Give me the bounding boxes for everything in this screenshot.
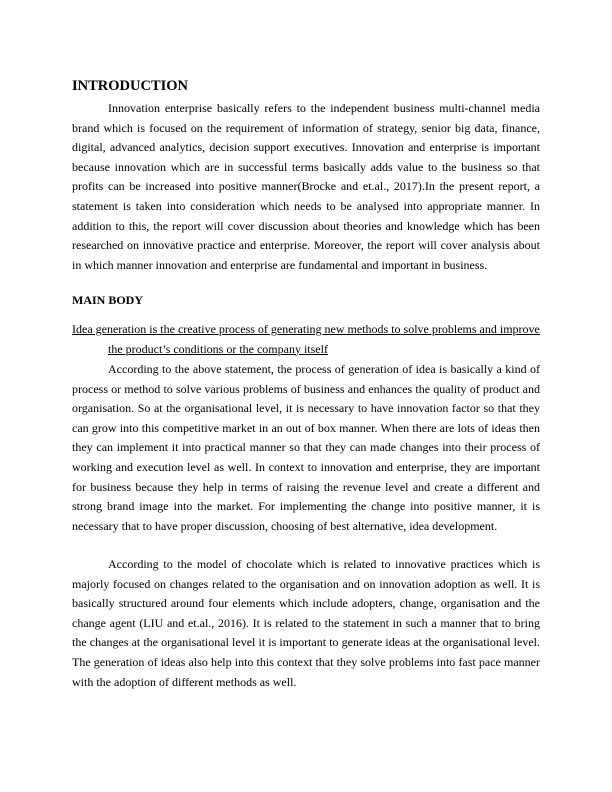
- main-body-paragraph-1: [72, 360, 540, 536]
- main-body-paragraph-2-text: According to the model of chocolate which is related to innovative practices which is majorly focused on changes related to the organisation and on innovation adoption as well. It is basically structured around four elements which include adopters, change, organisation and the change agent (LIU and et.al., 2016). It is related to the statement in such a manner that to bring the changes at the organisational level it is important to generate ideas at the organisational level. The generation of ideas also help into this context that they solve problems into fast pace manner with the adoption of different methods as well.: [72, 557, 540, 689]
- main-body-paragraph-1-text: According to the above statement, the process of generation of idea is basically a kind of process or method to solve various problems of business and enhances the quality of product and organisation. So at the organisational level, it is necessary to have innovation factor so that they can grow into this competitive market in an out of box manner. When there are lots of ideas then they can implement it into practical manner so that they can made changes into their process of working and execution level as well. In context to innovation and enterprise, they are important for business because they help in terms of raising the revenue level and create a different and strong brand image into the market. For implementing the change into positive manner, it is necessary that to have proper discussion, choosing of best alternative, idea development.: [72, 362, 540, 533]
- introduction-paragraph-text: Innovation enterprise basically refers to the independent business multi-channel media brand which is focused on the requirement of information of strategy, senior big data, finance, digital, advanced analytics, decision support executives. Innovation and enterprise is important because innovation which are in successful terms basically adds value to the business so that profits can be increased into positive manner(Brocke and et.al., 2017).In the present report, a statement is taken into consideration which needs to be analysed into appropriate manner. In addition to this, the report will cover discussion about theories and knowledge which has been researched on innovative practice and enterprise. Moreover, the report will cover analysis about in which manner innovation and enterprise are fundamental and important in business.: [72, 101, 540, 272]
- idea-generation-subheading: Idea generation is the creative process of generating new methods to solve problems and improve the product’s conditions or the company itself: [72, 322, 540, 356]
- introduction-heading: INTRODUCTION: [72, 78, 189, 94]
- introduction-paragraph: [72, 99, 540, 275]
- main-body-heading: MAIN BODY: [72, 293, 143, 307]
- main-body-paragraph-2: [72, 555, 540, 692]
